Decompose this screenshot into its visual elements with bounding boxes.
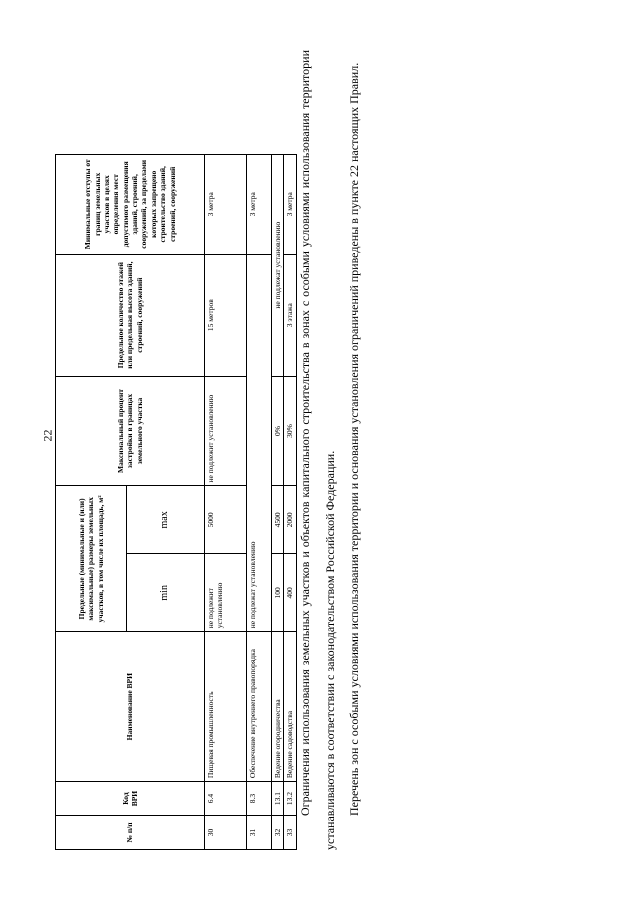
paragraph: Ограничения использования земельных участков и объектов капитального строительства в зонах с особыми условиями использования территории устанавливаются в соответствии с законодательством Российской Федерации. — [298, 50, 337, 850]
cell-num: 30 — [205, 816, 247, 850]
table-header-row — [56, 56, 127, 850]
cell-min: 400 — [284, 554, 296, 632]
cell-percent: 0% — [272, 376, 284, 486]
cell-name: Ведение садоводства — [284, 632, 296, 782]
header-name: Наименование ВРИ — [56, 632, 205, 782]
cell-setback: 3 метра — [205, 154, 247, 254]
header-code: Код ВРИ — [56, 782, 205, 816]
cell-merged: не подлежат установлению — [272, 154, 284, 376]
cell-name: Обеспечение внутреннего правопорядка — [247, 632, 272, 782]
header-size: Предельные (минимальные и (или) максимальные) размеры земельных участков, в том числе их площадь, м² — [56, 486, 127, 632]
cell-code: 8.3 — [247, 782, 272, 816]
header-setback: Минимальные отступы от границ земельных участков в целях определения мест допустимого размещения зданий, строений, сооружений, за пределами которых запрещено строительство зданий, строений, сооружений — [56, 154, 205, 254]
cell-code: 13.1 — [272, 782, 284, 816]
cell-floors: 15 метров — [205, 254, 247, 376]
header-num: № п/п — [56, 816, 205, 850]
paragraph: Перечень зон с особыми условиями использования территории и основания установления ограничений приведены в пункте 22 настоящих Правил. — [347, 62, 361, 816]
cell-max: 2000 — [284, 486, 296, 554]
cell-max: 4500 — [272, 486, 284, 554]
rotated-page-content — [55, 45, 395, 850]
cell-merged: не подлежат установлению — [247, 254, 272, 632]
cell-min: 100 — [272, 554, 284, 632]
cell-floors: 3 этажа — [284, 254, 296, 376]
cell-percent: не подлежит установлению — [205, 376, 247, 486]
cell-max: 5000 — [205, 486, 247, 554]
cell-setback: 3 метра — [284, 154, 296, 254]
cell-percent: 30% — [284, 376, 296, 486]
cell-num: 31 — [247, 816, 272, 850]
page-number: 22 — [40, 429, 55, 442]
cell-setback: 3 метра — [247, 154, 272, 254]
cell-name: Ведение огородничества — [272, 632, 284, 782]
header-floors: Предельное количество этажей или предельная высота зданий, строений, сооружений — [56, 254, 205, 376]
body-text — [293, 50, 367, 850]
cell-num: 32 — [272, 816, 284, 850]
header-percent: Максимальный процент застройки в границах земельного участка — [56, 376, 205, 486]
cell-code: 6.4 — [205, 782, 247, 816]
zoning-table — [55, 55, 297, 850]
table-row — [247, 56, 272, 850]
cell-min: не подлежит установлению — [205, 554, 247, 632]
table-row — [205, 56, 247, 850]
header-min: min — [127, 554, 205, 632]
cell-code: 13.2 — [284, 782, 296, 816]
table-row — [272, 56, 284, 850]
cell-name: Пищевая промышленность — [205, 632, 247, 782]
cell-num: 33 — [284, 816, 296, 850]
header-max: max — [127, 486, 205, 554]
